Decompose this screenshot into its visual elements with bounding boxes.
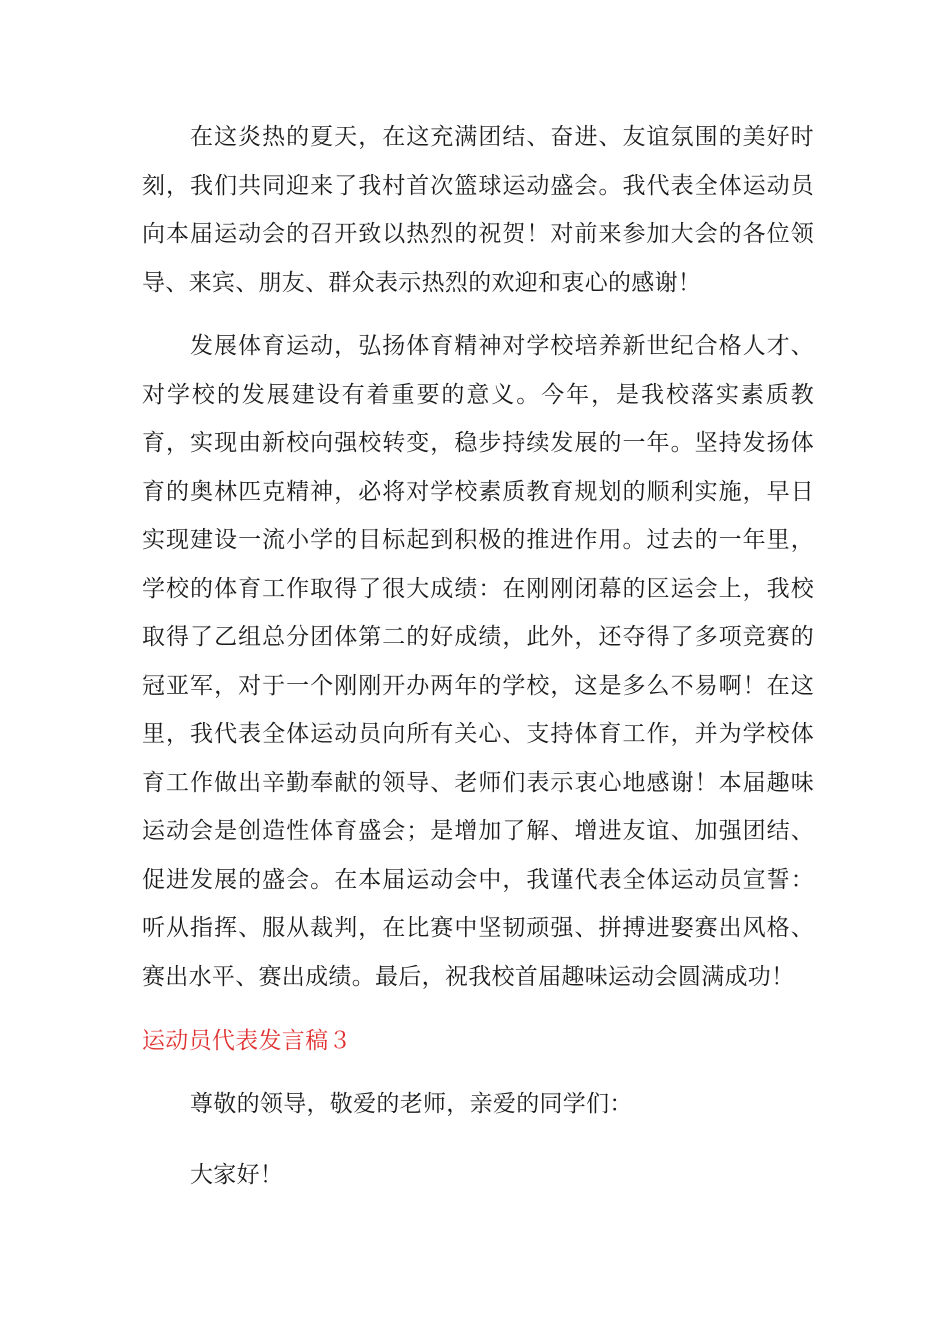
section-heading: 运动员代表发言稿３ <box>142 1028 352 1054</box>
greeting-line: 尊敬的领导，敬爱的老师，亲爱的同学们： <box>190 1091 633 1117</box>
document-body <box>142 113 814 1199</box>
paragraph-2: 发展体育运动，弘扬体育精神对学校培养新世纪合格人才、对学校的发展建设有着重要的意义。今年，是我校落实素质教育，实现由新校向强校转变，稳步持续发展的一年。坚持发扬体育的奥林匹克精神，必将对学校素质教育规划的顺利实施，早日实现建设一流小学的目标起到积极的推进作用。过去的一年里，学校的体育工作取得了很大成绩：在刚刚闭幕的区运会上，我校取得了乙组总分团体第二的好成绩，此外，还夺得了多项竞赛的冠亚军，对于一个刚刚开办两年的学校，这是多么不易啊！在这里，我代表全体运动员向所有关心、支持体育工作，并为学校体育工作做出辛勤奉献的领导、老师们表示衷心地感谢！本届趣味运动会是创造性体育盛会；是增加了解、增进友谊、加强团结、促进发展的盛会。在本届运动会中，我谨代表全体运动员宣誓：听从指挥、服从裁判，在比赛中坚韧顽强、拼搏进娶赛出风格、赛出水平、赛出成绩。最后，祝我校首届趣味运动会圆满成功！ <box>142 333 814 990</box>
paragraph-1: 在这炎热的夏天，在这充满团结、奋进、友谊氛围的美好时刻，我们共同迎来了我村首次篮球运动盛会。我代表全体运动员向本届运动会的召开致以热烈的祝贺！对前来参加大会的各位领导、来宾、朋友、群众表示热烈的欢迎和衷心的感谢！ <box>142 124 814 296</box>
salutation-line: 大家好！ <box>190 1162 284 1188</box>
